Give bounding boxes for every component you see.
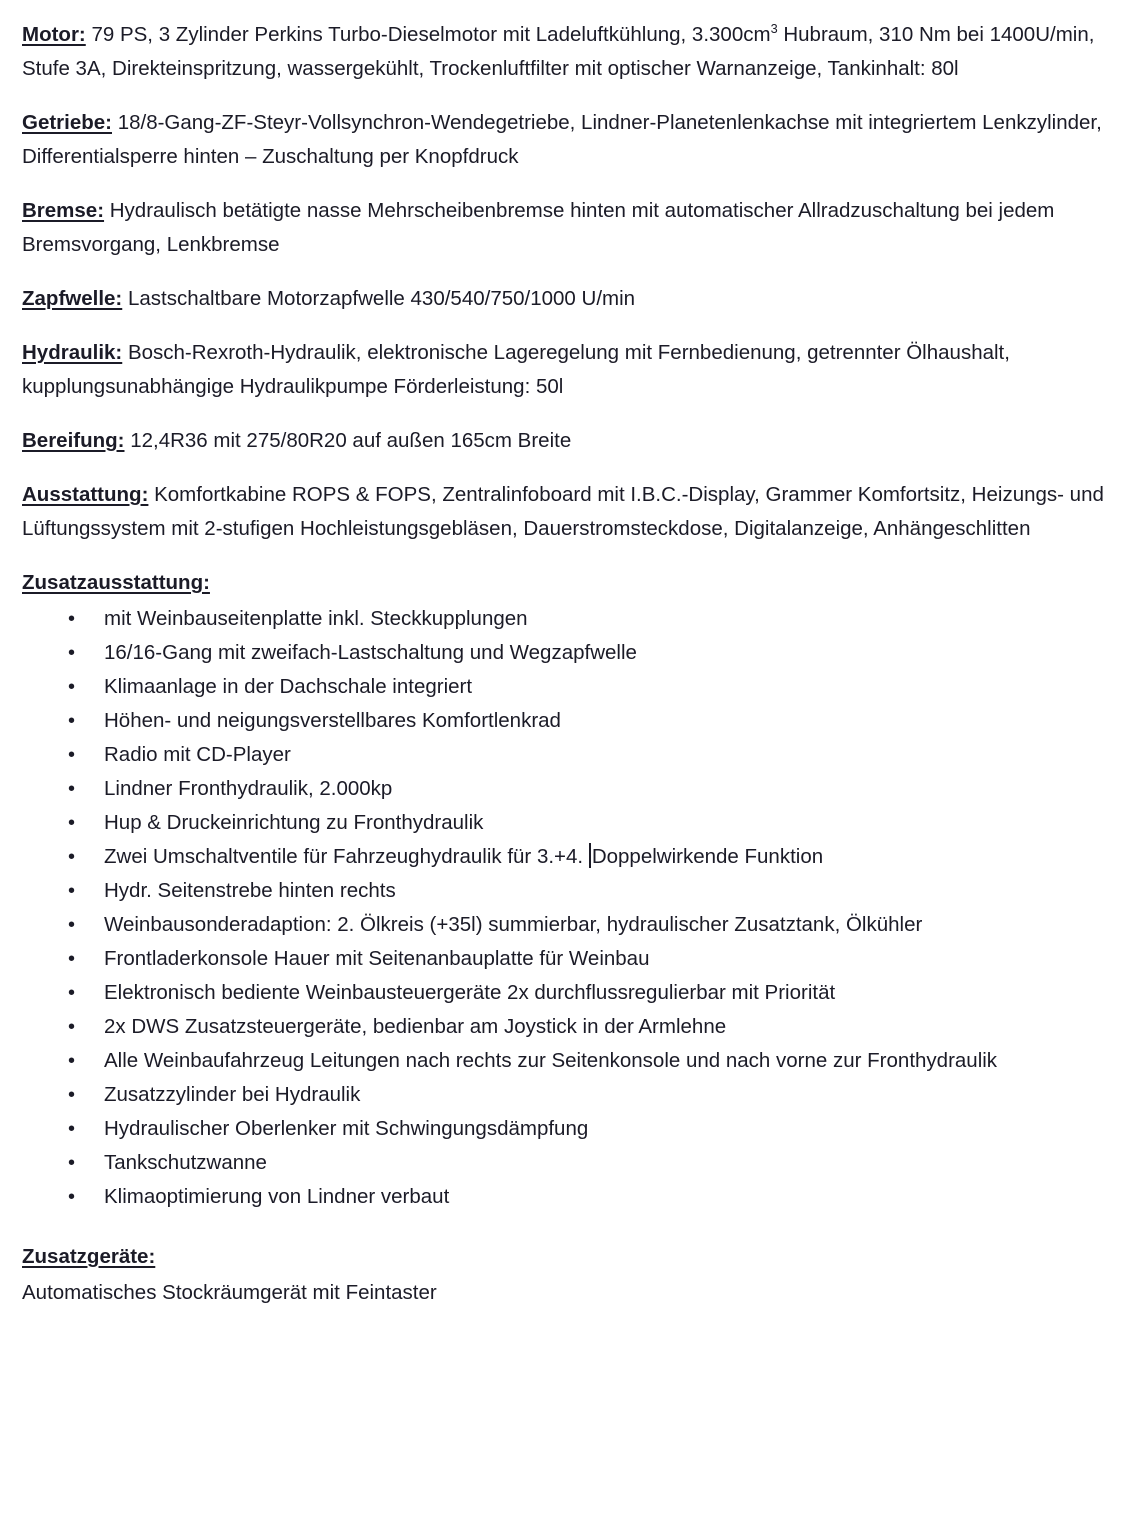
spec-label-motor: Motor: [22,23,86,46]
superscript-cubic: 3 [770,21,778,37]
list-item-text: 16/16-Gang mit zweifach-Lastschaltung und Wegzapfwelle [104,641,637,664]
spec-value-motor-post: Hubraum, 310 Nm bei 1400U/min, Stufe 3A, Direkteinspritzung, wassergekühlt, Trockenluftfilter mit optischer Warnanzeige, Tankinhalt: 80l [22,23,1095,80]
list-item [22,908,1114,942]
list-item [22,636,1114,670]
spec-value-zapfwelle: Lastschaltbare Motorzapfwelle 430/540/750/1000 U/min [122,287,636,310]
list-item [22,976,1114,1010]
list-item-text: Lindner Fronthydraulik, 2.000kp [104,777,393,800]
spec-block-motor [22,18,1114,86]
list-item [22,806,1114,840]
spec-label-bereifung: Bereifung: [22,429,125,452]
list-item [22,1112,1114,1146]
list-item-text: Hydr. Seitenstrebe hinten rechts [104,879,396,902]
list-item-text: Klimaoptimierung von Lindner verbaut [104,1185,450,1208]
spec-value-bereifung: 12,4R36 mit 275/80R20 auf außen 165cm Breite [124,429,572,452]
zusatzausstattung-list [22,602,1114,1214]
zusatzgeraete-heading-row [22,1240,1114,1274]
list-item [22,670,1114,704]
spec-value-bremse: Hydraulisch betätigte nasse Mehrscheibenbremse hinten mit automatischer Allradzuschaltung bei jedem Bremsvorgang, Lenkbremse [22,199,1055,256]
list-item [22,602,1114,636]
spec-label-hydraulik: Hydraulik: [22,341,123,364]
list-item-text: Alle Weinbaufahrzeug Leitungen nach rechts zur Seitenkonsole und nach vorne zur Fronthydraulik [104,1049,998,1072]
section-heading-zusatzausstattung: Zusatzausstattung: [22,571,210,594]
list-item [22,1044,1114,1078]
zusatzgeraete-body: Automatisches Stockräumgerät mit Feintaster [22,1281,437,1304]
spec-block-bereifung [22,424,1114,458]
list-item-text: Hup & Druckeinrichtung zu Fronthydraulik [104,811,484,834]
section-spacer [22,1214,1114,1240]
list-item [22,942,1114,976]
list-item-text: Tankschutzwanne [104,1151,267,1174]
spec-label-bremse: Bremse: [22,199,105,222]
list-item-text: Frontladerkonsole Hauer mit Seitenanbauplatte für Weinbau [104,947,650,970]
list-item-text-before-caret: Zwei Umschaltventile für Fahrzeughydraulik für 3.+4. [104,845,589,868]
text-cursor-caret [589,843,591,868]
spec-label-getriebe: Getriebe: [22,111,112,134]
list-item [22,1146,1114,1180]
spec-block-getriebe [22,106,1114,174]
section-heading-zusatzgeraete: Zusatzgeräte: [22,1245,156,1268]
list-item [22,1180,1114,1214]
list-item-text: Hydraulischer Oberlenker mit Schwingungsdämpfung [104,1117,589,1140]
list-item [22,738,1114,772]
spec-block-ausstattung [22,478,1114,546]
spec-block-bremse [22,194,1114,262]
spec-value-ausstattung: Komfortkabine ROPS & FOPS, Zentralinfoboard mit I.B.C.-Display, Grammer Komfortsitz, Heizungs- und Lüftungssystem mit 2-stufigen Hochleistungsgebläsen, Dauerstromsteckdose, Digitalanzeige, Anhängeschlitten [22,483,1104,540]
zusatzausstattung-heading-row [22,566,1114,600]
spec-label-zapfwelle: Zapfwelle: [22,287,123,310]
spec-block-hydraulik [22,336,1114,404]
list-item [22,1010,1114,1044]
spec-value-motor-pre: 79 PS, 3 Zylinder Perkins Turbo-Dieselmotor mit Ladeluftkühlung, 3.300cm [85,23,771,46]
list-item [22,874,1114,908]
list-item-with-caret[interactable] [22,840,1114,874]
spec-block-zapfwelle [22,282,1114,316]
list-item-text: Zusatzzylinder bei Hydraulik [104,1083,361,1106]
list-item [22,772,1114,806]
list-item-text: Klimaanlage in der Dachschale integriert [104,675,473,698]
list-item-text-after-caret: Doppelwirkende Funktion [591,845,824,868]
list-item-text: Höhen- und neigungsverstellbares Komfortlenkrad [104,709,561,732]
list-item [22,704,1114,738]
spec-label-ausstattung: Ausstattung: [22,483,149,506]
list-item-text: mit Weinbauseitenplatte inkl. Steckkupplungen [104,607,528,630]
list-item [22,1078,1114,1112]
spec-value-getriebe: 18/8-Gang-ZF-Steyr-Vollsynchron-Wendegetriebe, Lindner-Planetenlenkachse mit integriertem Lenkzylinder, Differentialsperre hinten – Zuschaltung per Knopfdruck [22,111,1102,168]
spec-value-hydraulik: Bosch-Rexroth-Hydraulik, elektronische Lageregelung mit Fernbedienung, getrennter Ölhaushalt, kupplungsunabhängige Hydraulikpumpe Förderleistung: 50l [22,341,1010,398]
list-item-text: Weinbausonderadaption: 2. Ölkreis (+35l) summierbar, hydraulischer Zusatztank, Ölkühler [104,913,923,936]
list-item-text: Radio mit CD-Player [104,743,291,766]
list-item-text: Elektronisch bediente Weinbausteuergeräte 2x durchflussregulierbar mit Priorität [104,981,836,1004]
list-item-text: 2x DWS Zusatzsteuergeräte, bedienbar am Joystick in der Armlehne [104,1015,727,1038]
